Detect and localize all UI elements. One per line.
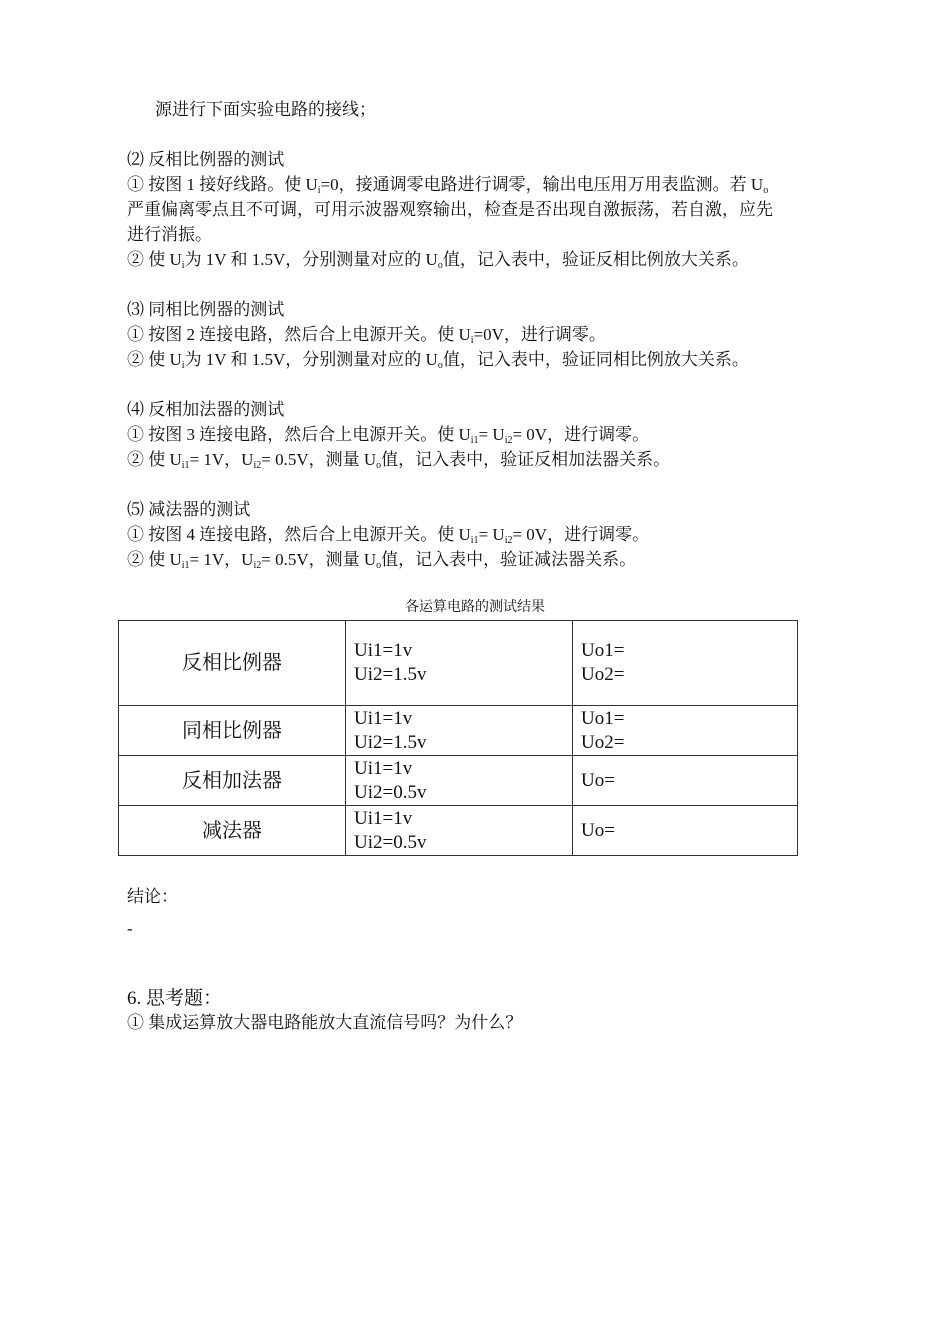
circuit-name-cell: 反相比例器 [119,621,346,706]
input-value: Ui2=0.5v [354,781,427,803]
subscript: i1 [470,535,479,546]
section-3-title [127,297,284,322]
conclusion-label [127,884,178,909]
text: = 1V，U [189,450,254,469]
section-2-step-2 [127,247,749,272]
subscript: i2 [504,535,513,546]
subscript: o [437,260,443,271]
text: = 0.5V，测量 U [261,450,377,469]
output-value: Uo2= [581,664,625,685]
text: ② 使 U [127,550,182,569]
text: 为 1V 和 1.5V，分别测量对应的 U [184,350,438,369]
section-5-step-2 [127,547,636,572]
subscript: i [470,335,474,346]
section-title-text: ⑵ 反相比例器的测试 [127,150,285,169]
subscript: i1 [181,560,190,571]
output-cell[interactable] [573,706,798,756]
input-cell [346,621,573,706]
section-title-text: ⑶ 同相比例器的测试 [127,300,285,319]
text: 值，记入表中，验证反相比例放大关系。 [442,250,749,269]
intro-text: 源进行下面实验电路的接线； [155,100,376,119]
text: 结论： [127,887,178,906]
text: ② 使 U [127,250,182,269]
input-value: Ui1=1v [354,707,413,729]
text: ① 按图 1 接好线路。使 U [127,175,318,194]
subscript: o [376,460,382,471]
section-5-title [127,497,250,522]
subscript: i [317,185,321,196]
subscript: o [437,360,443,371]
table-row [119,806,798,856]
text: 6. 思考题： [127,988,223,1009]
text: = U [478,525,505,544]
text: 为 1V 和 1.5V，分别测量对应的 U [184,250,438,269]
text: = 0V，进行调零。 [512,525,650,544]
text: ① 按图 3 连接电路，然后合上电源开关。使 U [127,425,471,444]
input-value: Ui1=1v [354,757,413,779]
intro-line [155,97,376,122]
text: = U [478,425,505,444]
section-2-step-1-cont [127,197,773,222]
output-value: Uo= [581,769,615,791]
table-caption: 各运算电路的测试结果 [405,600,545,615]
text: 值，记入表中，验证同相比例放大关系。 [442,350,749,369]
section-3-step-1 [127,322,606,347]
text: 值，记入表中，验证反相加法器关系。 [381,450,671,469]
table-row [119,706,798,756]
input-cell [346,706,573,756]
text: =0，接通调零电路进行调零，输出电压用万用表监测。若 U [320,175,764,194]
input-cell [346,756,573,806]
output-cell[interactable] [573,756,798,806]
text: 值，记入表中，验证减法器关系。 [381,550,637,569]
text: 严重偏离零点且不可调，可用示波器观察输出，检查是否出现自激振荡，若自激，应先 [127,200,773,219]
input-value: Ui1=1v [354,807,413,829]
subscript: o [376,560,382,571]
section-3-step-2 [127,347,749,372]
section-title-text: ⑷ 反相加法器的测试 [127,400,285,419]
subscript: i1 [470,435,479,446]
output-value: Uo1= [581,640,625,661]
subscript: i2 [253,460,262,471]
subscript: i2 [253,560,262,571]
section-2-step-1-cont2 [127,222,212,247]
output-cell[interactable] [573,806,798,856]
circuit-name-cell: 同相比例器 [119,706,346,756]
text: - [127,919,133,938]
input-value: Ui2=0.5v [354,831,427,853]
results-table [118,620,798,856]
text: = 0V，进行调零。 [512,425,650,444]
section-5-step-1 [127,522,649,547]
subscript: i2 [504,435,513,446]
subscript: i [181,260,185,271]
section-title-text: ⑸ 减法器的测试 [127,500,251,519]
table-row [119,621,798,706]
text: ① 按图 4 连接电路，然后合上电源开关。使 U [127,525,471,544]
question-1 [127,1010,522,1035]
circuit-name-cell: 反相加法器 [119,756,346,806]
section-2-title [127,147,284,172]
output-value: Uo= [581,819,615,841]
circuit-name-cell: 减法器 [119,806,346,856]
section-4-step-2 [127,447,670,472]
input-value: Ui1=1v [354,640,413,661]
text: =0V，进行调零。 [473,325,606,344]
input-value: Ui2=1.5v [354,731,427,753]
section-2-step-1 [127,172,768,197]
text: = 0.5V，测量 U [261,550,377,569]
text: ① 按图 2 连接电路，然后合上电源开关。使 U [127,325,471,344]
subscript: o [763,185,769,196]
output-value: Uo1= [581,707,625,729]
input-cell [346,806,573,856]
conclusion-dash [127,916,133,941]
section-4-title [127,397,284,422]
text: ① 集成运算放大器电路能放大直流信号吗？为什么？ [127,1013,523,1032]
output-value: Uo2= [581,731,625,753]
text: ② 使 U [127,350,182,369]
subscript: i [181,360,185,371]
text: ② 使 U [127,450,182,469]
output-cell[interactable] [573,621,798,706]
text: 进行消振。 [127,225,212,244]
table-row [119,756,798,806]
questions-title [127,986,222,1011]
section-4-step-1 [127,422,649,447]
text: = 1V，U [189,550,254,569]
subscript: i1 [181,460,190,471]
input-value: Ui2=1.5v [354,664,427,685]
